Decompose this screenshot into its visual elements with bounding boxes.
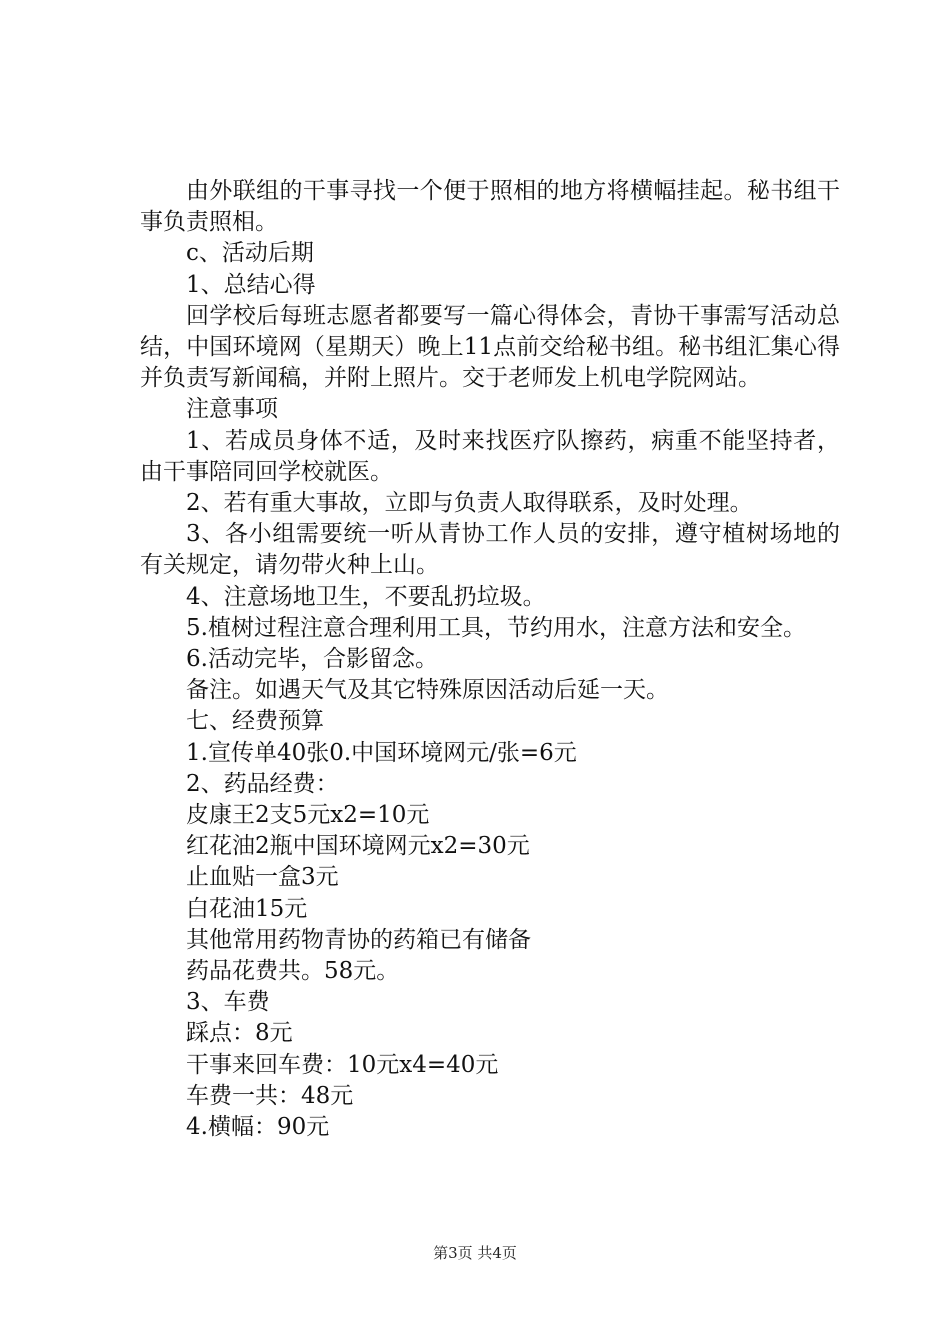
budget-medicine-heading: 2、药品经费： — [186, 770, 339, 797]
budget-medicine-item: 止血贴一盒3元 — [186, 864, 339, 891]
budget-medicine-item: 红花油2瓶中国环境网元x2=30元 — [186, 833, 530, 860]
note-item-1: 1、若成员身体不适，及时来找医疗队擦药，病重不能坚持者，由干事陪同回学校就医。 — [140, 427, 840, 485]
note-item-5: 5.植树过程注意合理利用工具，节约用水，注意方法和安全。 — [186, 614, 806, 641]
budget-medicine-item: 其他常用药物青协的药箱已有储备 — [186, 926, 531, 953]
budget-banner: 4.横幅：90元 — [186, 1114, 330, 1141]
note-item-4: 4、注意场地卫生，不要乱扔垃圾。 — [186, 583, 546, 610]
heading-activity-late-stage: c、活动后期 — [186, 240, 314, 267]
budget-transport-item: 干事来回车费：10元x4=40元 — [186, 1051, 499, 1078]
heading-notes: 注意事项 — [186, 396, 278, 423]
heading-budget: 七、经费预算 — [186, 708, 324, 735]
remark: 备注。如遇天气及其它特殊原因活动后延一天。 — [186, 677, 669, 704]
budget-medicine-item: 皮康王2支5元x2=10元 — [186, 802, 430, 829]
note-item-6: 6.活动完毕，合影留念。 — [186, 646, 438, 673]
paragraph-banner-photo: 由外联组的干事寻找一个便于照相的地方将横幅挂起。秘书组干事负责照相。 — [140, 178, 840, 236]
paragraph-summary: 回学校后每班志愿者都要写一篇心得体会，青协干事需写活动总结，中国环境网（星期天）晚上11点前交给秘书组。秘书组汇集心得并负责写新闻稿，并附上照片。交于老师发上机电学院网站。 — [140, 302, 840, 392]
budget-medicine-item: 白花油15元 — [186, 895, 308, 922]
budget-flyers: 1.宣传单40张0.中国环境网元/张=6元 — [186, 739, 577, 766]
budget-medicine-total: 药品花费共。58元。 — [186, 958, 400, 985]
heading-summary: 1、总结心得 — [186, 271, 316, 298]
budget-transport-item: 踩点：8元 — [186, 1020, 293, 1047]
budget-transport-heading: 3、车费 — [186, 989, 270, 1016]
document-body — [140, 176, 840, 1143]
budget-transport-total: 车费一共：48元 — [186, 1082, 354, 1109]
page-number-footer: 第3页 共4页 — [433, 1244, 517, 1262]
note-item-2: 2、若有重大事故，立即与负责人取得联系，及时处理。 — [186, 490, 753, 517]
note-item-3: 3、各小组需要统一听从青协工作人员的安排，遵守植树场地的有关规定，请勿带火种上山。 — [140, 521, 840, 579]
